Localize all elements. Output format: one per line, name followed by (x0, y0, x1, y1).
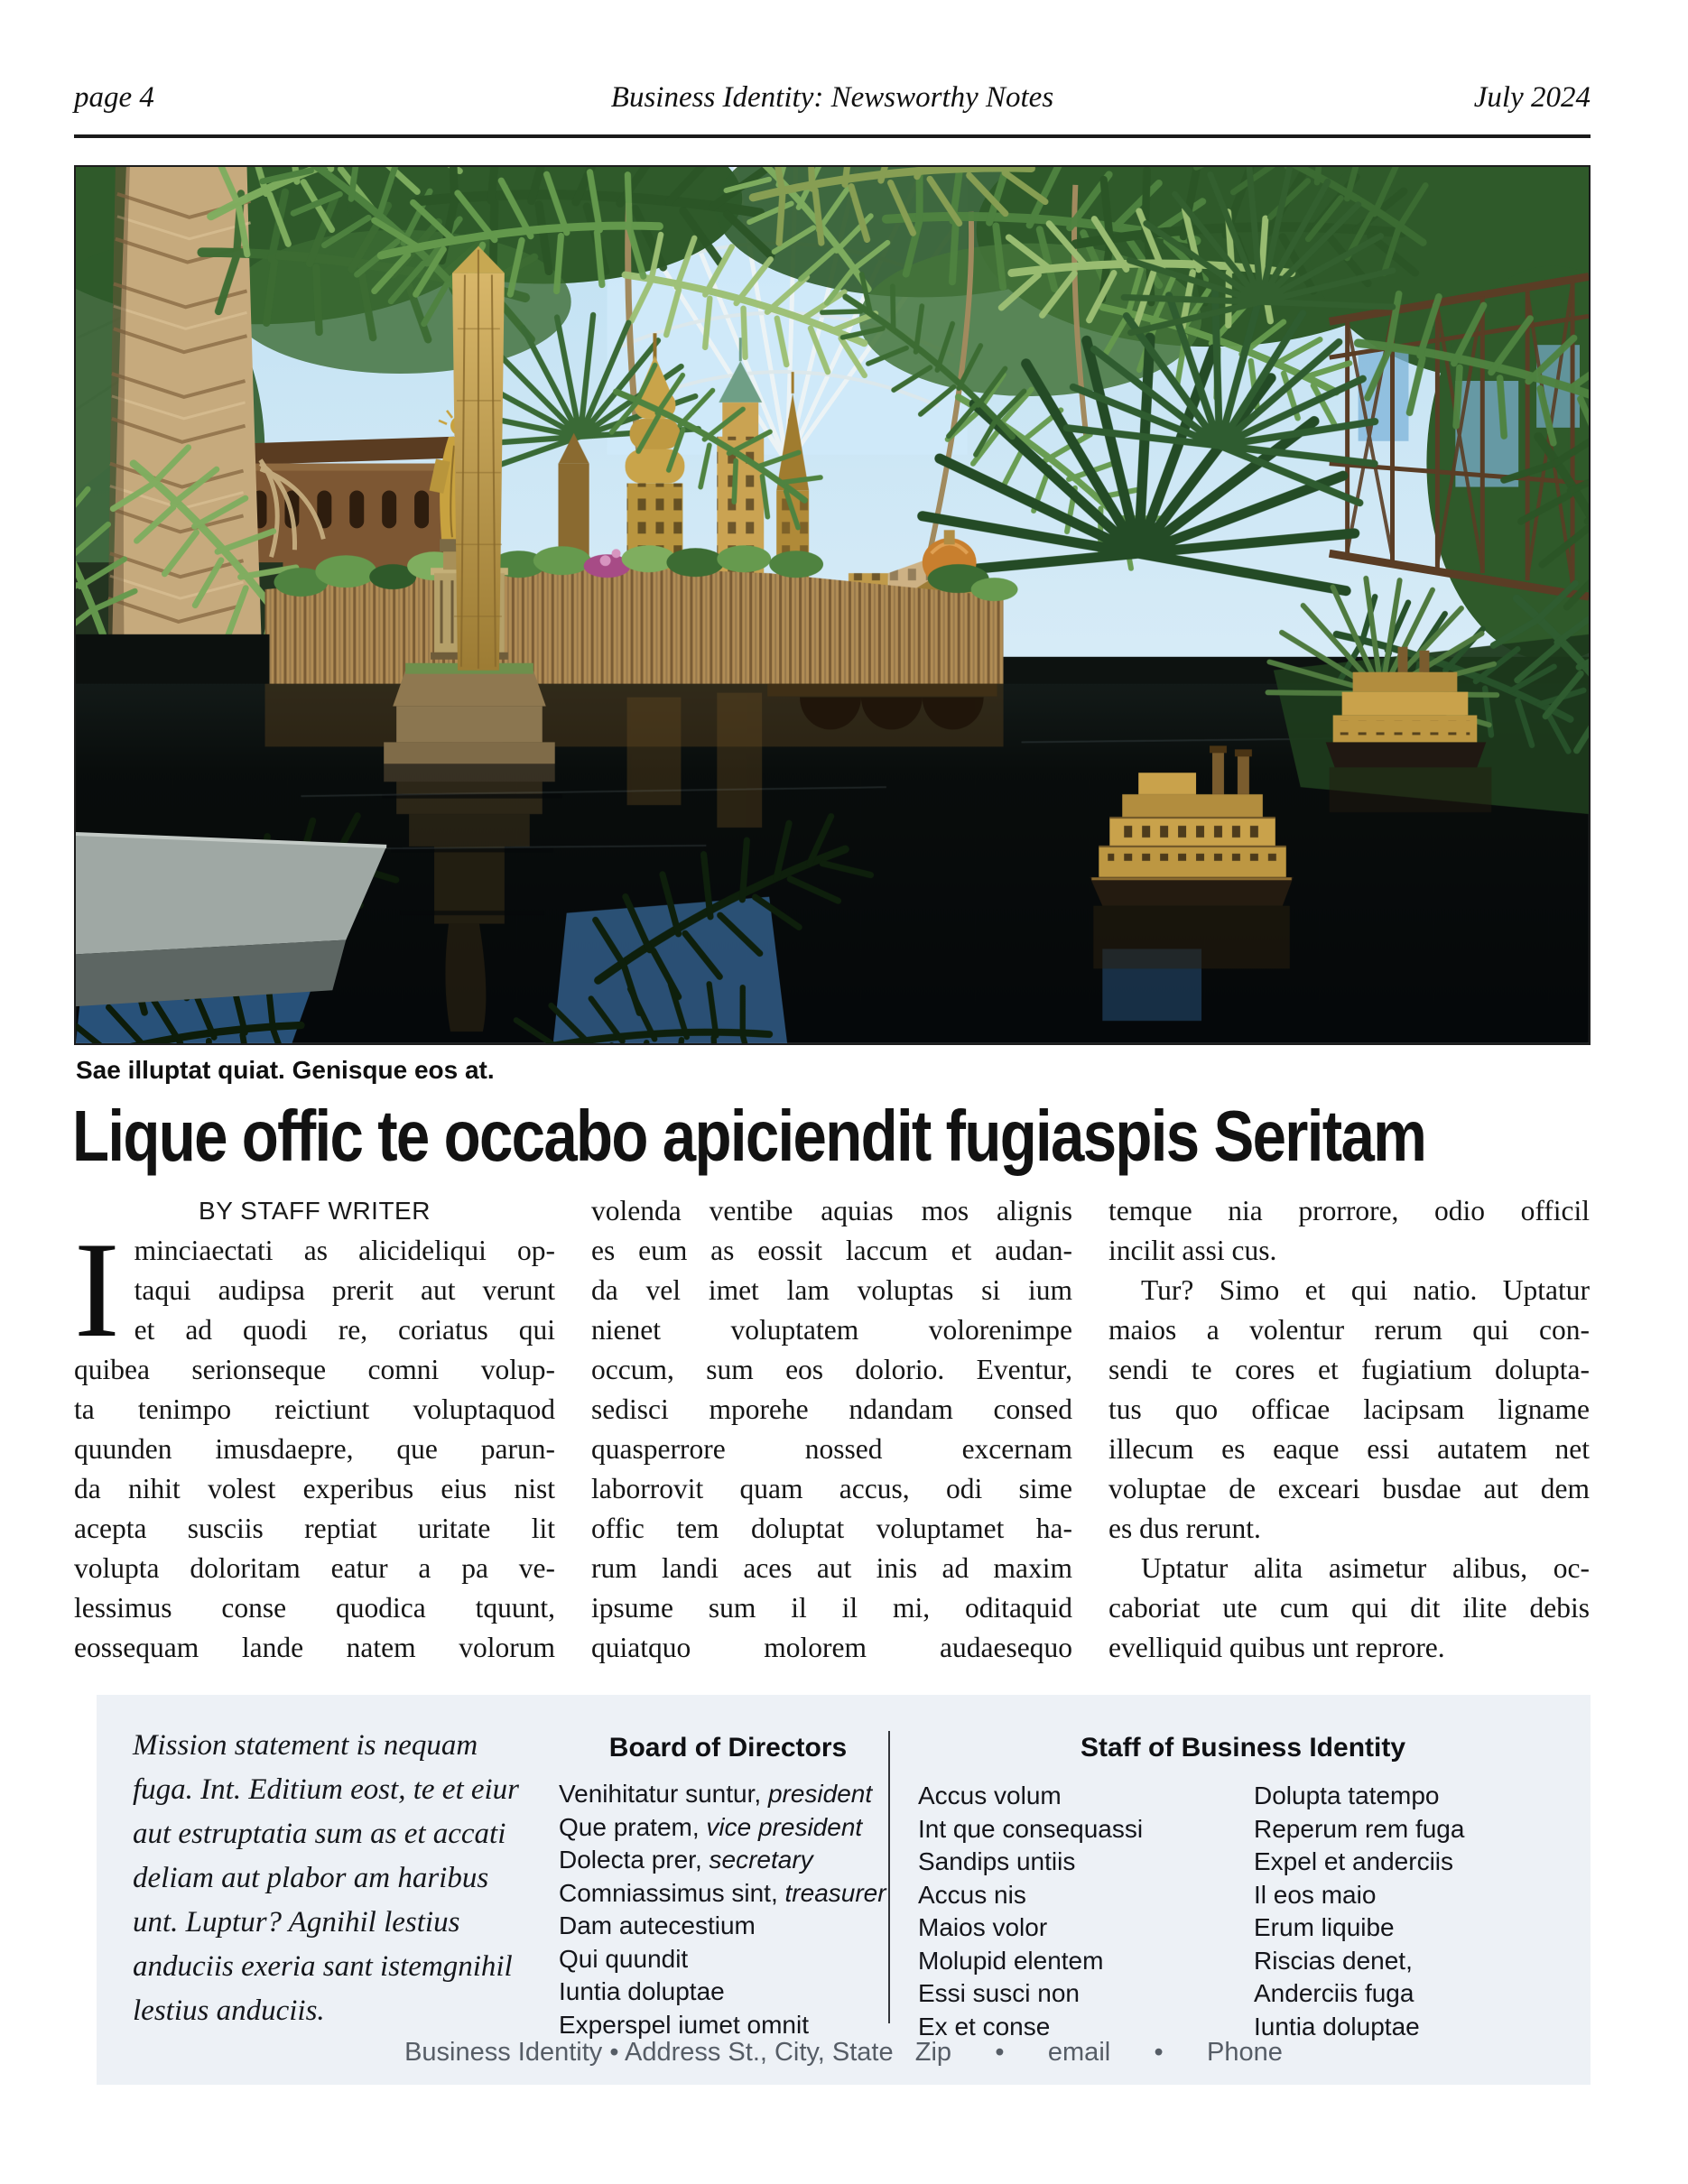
body-column-1 (74, 1191, 555, 1668)
body-text-line: caboriat ute cum qui dit ilite debis (1108, 1592, 1590, 1624)
board-member: Experspel iumet omnit (559, 2010, 810, 2039)
body-text-line: rum landi aces aut inis ad maxim (591, 1552, 1072, 1584)
body-text-line: maios a volentur rerum qui con- (1108, 1314, 1590, 1346)
page-number-label: page 4 (74, 81, 154, 114)
body-text-line: quibea serionseque comni volup- (74, 1354, 555, 1385)
board-member-role: secretary (709, 1846, 813, 1874)
body-text-line: taqui audipsa prerit aut verunt (134, 1274, 555, 1306)
board-of-directors-section (559, 1733, 897, 2041)
board-member: Comniassimus sint, treasurer (559, 1878, 886, 1907)
mission-statement: Mission statement is nequam fuga. Int. Editium eost, te et eiur aut estruptatia sum as et accati deliam aut plabor am haribus unt. Luptur? Agnihil lestius anduciis exeria sant istemgnihil lestius anduciis. (133, 1729, 520, 2027)
staff-member: Riscias denet, (1254, 1946, 1413, 1975)
body-text-line: quasperrore nossed excernam (591, 1433, 1072, 1465)
board-member-list (559, 1778, 897, 2041)
body-text-line: minciaectati as alicideliqui op- (134, 1235, 555, 1266)
body-column-3 (1108, 1191, 1590, 1668)
body-text-line: volupta doloritam eatur a pa ve- (74, 1552, 555, 1584)
staff-member: Maios volor (918, 1913, 1048, 1941)
board-member-role: treasurer (784, 1878, 886, 1907)
body-text-line: offic tem doluptat voluptamet ha- (591, 1513, 1072, 1544)
board-member-role: president (767, 1780, 873, 1808)
issue-date: July 2024 (1473, 81, 1591, 114)
body-text-line: quunden imusdaepre, que parun- (74, 1433, 555, 1465)
drop-cap: I (74, 1214, 120, 1365)
staff-member: Anderciis fuga (1254, 1979, 1414, 2007)
newsletter-title: Business Identity: Newsworthy Notes (610, 81, 1054, 114)
board-member: Dolecta prer, secretary (559, 1846, 813, 1874)
body-text-line: incilit assi cus. (1108, 1235, 1277, 1266)
body-text-line: laborrovit quam accus, odi sime (591, 1473, 1072, 1504)
body-text-line: lessimus conse quodica tquunt, (74, 1592, 555, 1624)
conservatory-miniature-city-illustration (76, 167, 1589, 1043)
staff-member: Erum liquibe (1254, 1913, 1395, 1941)
board-member: Que pratem, vice president (559, 1812, 863, 1841)
staff-member: Expel et anderciis (1254, 1847, 1454, 1875)
header-rule (74, 134, 1591, 138)
board-member: Qui quundit (559, 1944, 689, 1973)
staff-member: Accus volum (918, 1781, 1062, 1809)
article-byline: BY STAFF WRITER (199, 1197, 431, 1225)
body-text-line: illecum es eaque essi autatem net (1108, 1433, 1590, 1465)
body-text-line: quiatquo molorem audaesequo (591, 1632, 1072, 1663)
board-member: Venihitatur suntur, president (559, 1780, 873, 1808)
body-text-line: tus quo officae lacipsam ligname (1108, 1393, 1590, 1425)
staff-title: Staff of Business Identity (1080, 1733, 1406, 1763)
body-text-line: da vel imet lam voluptas si ium (591, 1274, 1072, 1306)
body-text-line: sendi te cores et fugiatium dolupta- (1108, 1354, 1590, 1385)
staff-member: Reperum rem fuga (1254, 1814, 1465, 1843)
board-member-role: vice president (706, 1812, 863, 1841)
body-text-line: voluptae de exceari busdae aut dem (1108, 1473, 1590, 1504)
body-text-line: es dus rerunt. (1108, 1513, 1261, 1544)
article-headline: Lique offic te occabo apiciendit fugiaspis Seritam (72, 1096, 1426, 1176)
article-photo (74, 165, 1591, 1045)
body-text-line: ta tenimpo reictiunt voluptaquod (74, 1393, 555, 1425)
body-text-line: evelliquid quibus unt reprore. (1108, 1632, 1445, 1663)
staff-section (907, 1733, 1579, 2043)
body-text-line: nienet voluptatem volorenimpe (591, 1314, 1072, 1346)
body-column-2 (591, 1191, 1072, 1668)
staff-member: Accus nis (918, 1880, 1026, 1909)
body-text-line: sedisci mporehe ndandam consed (591, 1393, 1072, 1425)
photo-caption: Sae illuptat quiat. Genisque eos at. (76, 1056, 495, 1084)
body-text-line: temque nia prorrore, odio officil (1108, 1195, 1590, 1226)
board-title: Board of Directors (608, 1733, 848, 1763)
body-text-line: eossequam lande natem volorum (74, 1632, 555, 1663)
body-text-line: ipsume sum il il mi, oditaquid (591, 1592, 1072, 1624)
staff-member: Ex et conse (918, 2012, 1051, 2041)
staff-member: Int que consequassi (918, 1814, 1144, 1843)
masthead-infobox (97, 1695, 1591, 2085)
staff-member: Essi susci non (918, 1979, 1080, 2007)
body-text-line: da nihit volest experibus eius nist (74, 1473, 555, 1504)
body-text-line: et ad quodi re, coriatus qui (134, 1314, 555, 1346)
body-text-line: Uptatur alita asimetur alibus, oc- (1141, 1552, 1590, 1584)
board-member: Dam autecestium (559, 1911, 756, 1939)
running-head (74, 81, 1591, 115)
staff-member: Molupid elentem (918, 1946, 1104, 1975)
staff-member: Dolupta tatempo (1254, 1781, 1440, 1809)
body-text-line: es eum as eossit laccum et audan- (591, 1235, 1072, 1266)
staff-column-2 (1254, 1780, 1570, 2043)
article-body (74, 1191, 1591, 1668)
body-text-line: Tur? Simo et qui natio. Uptatur (1141, 1274, 1590, 1306)
body-text-line: occum, sum eos dolorio. Eventur, (591, 1354, 1072, 1385)
contact-footer: Business Identity • Address St., City, State Zip • email • Phone (404, 2038, 1283, 2067)
staff-member: Il eos maio (1254, 1880, 1377, 1909)
board-member: Iuntia doluptae (559, 1977, 725, 2005)
staff-member: Sandips untiis (918, 1847, 1076, 1875)
section-divider (888, 1731, 890, 2023)
body-text-line: acepta susciis reptiat uritate lit (74, 1513, 555, 1544)
staff-member: Iuntia doluptae (1254, 2012, 1420, 2041)
staff-column-1 (918, 1780, 1254, 2043)
body-text-line: volenda ventibe aquias mos alignis (591, 1195, 1072, 1226)
